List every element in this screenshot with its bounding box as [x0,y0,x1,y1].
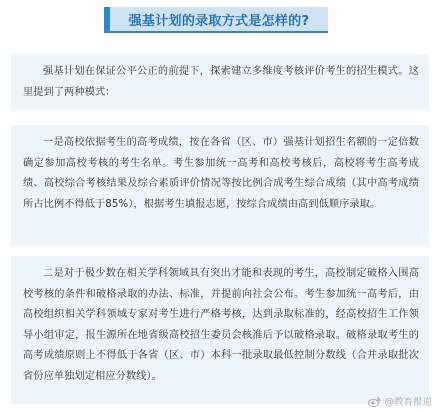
title-banner [110,7,328,33]
watermark-text: @教育报道 [384,397,432,408]
mode-one-card [11,125,429,246]
mode-two-card [11,256,429,404]
intro-paragraph: 强基计划在保证公平公正的前提下，探索建立多维度考核评价考生的招生模式。这里提到了两种模式： [23,66,419,98]
intro-card [11,54,429,110]
weibo-icon [368,396,381,407]
mode-one-paragraph: 一是高校依据考生的高考成绩，按在各省（区、市）强基计划招生名额的一定倍数确定参加高校考核的考生名单。考生参加统一高考和高校考核后，高校将考生高考成绩、高校综合考核结果及综合素质评价情况等按比例合成考生综合成绩（其中高考成绩所占比例不得低于85%），根据考生填报志愿，按综合成绩由高到低顺序录取。 [23,137,419,210]
title-accent-bar [104,7,110,33]
watermark [368,394,432,408]
mode-two-paragraph: 二是对于极少数在相关学科领域具有突出才能和表现的考生，高校制定破格入围高校考核的条件和破格录取的办法、标准，并提前向社会公布。考生参加统一高考后，由高校组织相关学科领域专家对考生进行严格考核，达到录取标准的，经高校招生工作领导小组审定，报生源所在地省级高校招生委员会核准后予以破格录取。破格录取考生的高考成绩原则上不得低于各省（区、市）本科一批录取最低控制分数线（合并录取批次省份应单独划定相应分数线）。 [23,268,419,382]
article-title: 强基计划的录取方式是怎样的? [128,13,310,29]
